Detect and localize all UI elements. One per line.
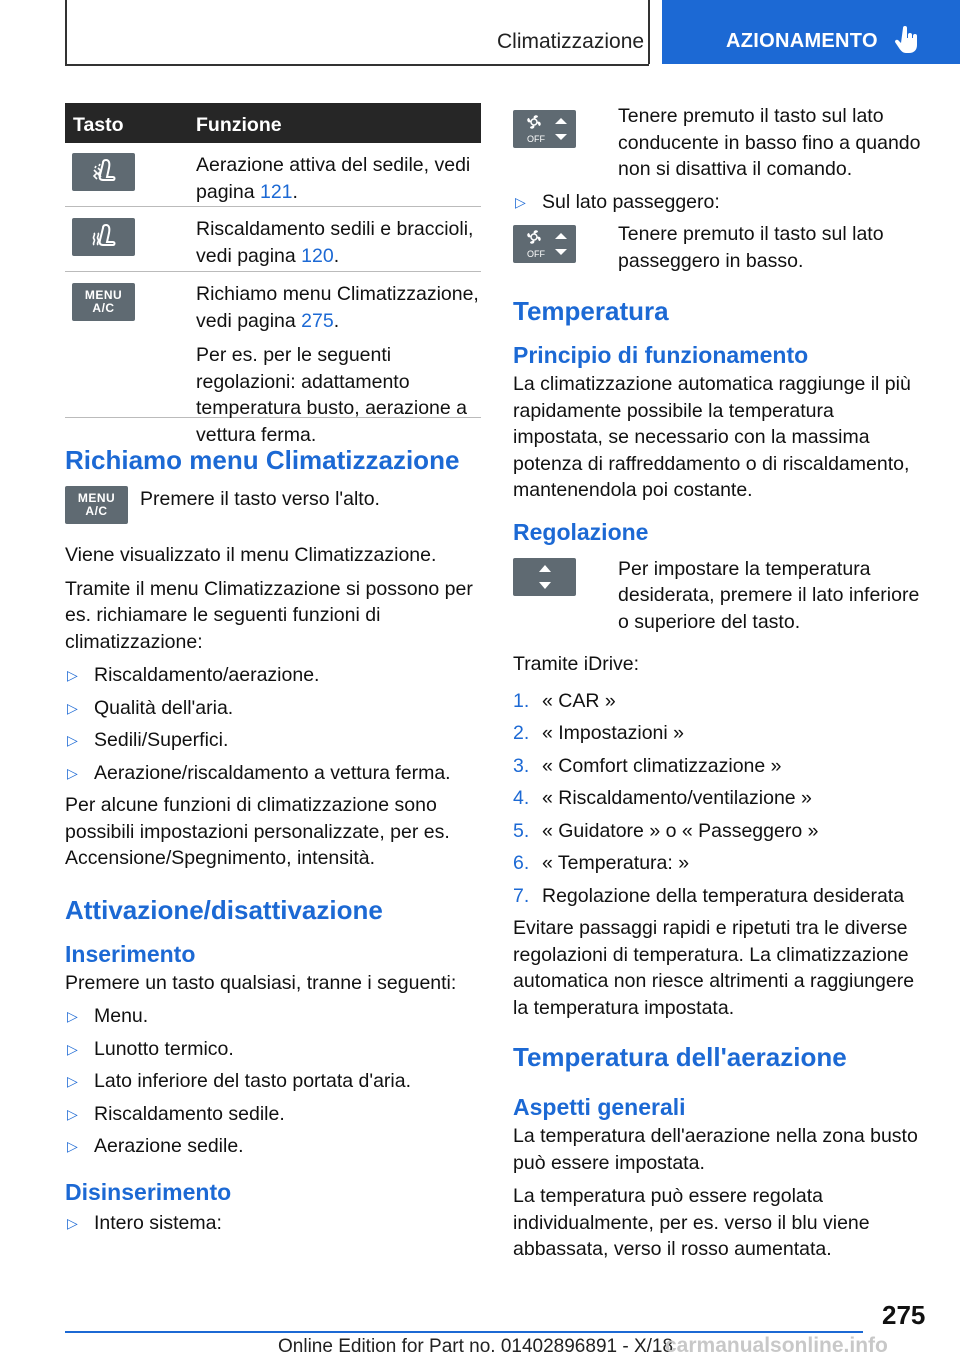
menu-ac-icon: MENU bbox=[84, 288, 123, 302]
watermark-logo: carmanualsonline.info bbox=[665, 1334, 888, 1357]
table-cell-function bbox=[196, 281, 481, 448]
row-text: Aerazione attiva del sedile, vedi pagina bbox=[196, 154, 471, 203]
heading-adjust: Regolazione bbox=[513, 518, 649, 545]
row-text: Richiamo menu Climatizzazione, vedi pagina bbox=[196, 283, 479, 332]
paragraph: Premere un tasto qualsiasi, tranne i seguenti: bbox=[65, 971, 457, 994]
list-item: ▷ Intero sistema: bbox=[65, 1210, 481, 1237]
step-number: 1. bbox=[513, 689, 530, 712]
driver-off-instruction bbox=[513, 103, 927, 183]
list-item bbox=[513, 850, 927, 877]
off-label: OFF bbox=[526, 249, 545, 259]
heading-temperature: Temperatura bbox=[513, 296, 669, 326]
fan-off-icon bbox=[517, 112, 573, 146]
fan-off-icon bbox=[517, 227, 573, 261]
list-item: ▷ Sedili/Superfici. bbox=[65, 727, 481, 754]
paragraph: La temperatura dell'aerazione nella zona busto può essere impostata. bbox=[513, 1125, 918, 1174]
footer-edition: Online Edition for Part no. 01402896891 - X/18 bbox=[278, 1336, 674, 1357]
table-header bbox=[65, 103, 481, 143]
temperature-rocker-button bbox=[513, 558, 576, 596]
heading-menu: Richiamo menu Climatizzazione bbox=[65, 445, 460, 475]
list-item: ▷ Riscaldamento sedile. bbox=[65, 1101, 481, 1128]
list-item: ▷ Riscaldamento/aerazione. bbox=[65, 662, 481, 689]
list-item bbox=[513, 753, 927, 780]
page-number: 275 bbox=[882, 1300, 926, 1330]
passenger-off-instruction bbox=[513, 221, 927, 279]
right-column bbox=[513, 103, 927, 1270]
table-col-key: Tasto bbox=[73, 114, 124, 136]
step-number: 7. bbox=[513, 884, 530, 907]
step-text: « Impostazioni » bbox=[542, 722, 684, 744]
page-link[interactable]: 121 bbox=[259, 180, 293, 203]
list-item bbox=[513, 818, 927, 845]
header-rule-right bbox=[648, 0, 650, 64]
paragraph: Per alcune funzioni di climatizzazione sono possibili impostazioni personalizzate, per es. Accensione/Spegnimento, intensità. bbox=[65, 794, 450, 869]
step-number: 5. bbox=[513, 819, 530, 842]
seat-ventilation-icon bbox=[89, 156, 119, 188]
header-chapter-tab[interactable] bbox=[662, 0, 960, 64]
header-chapter-label: AZIONAMENTO bbox=[726, 30, 878, 52]
row-suffix: . bbox=[292, 180, 298, 203]
heading-general: Aspetti generali bbox=[513, 1094, 686, 1120]
menu-ac-icon: MENU bbox=[77, 491, 116, 505]
menu-ac-button bbox=[72, 283, 135, 321]
paragraph: Tramite iDrive: bbox=[513, 653, 640, 675]
menu-ac-icon-line2: A/C bbox=[85, 504, 108, 518]
step-number: 3. bbox=[513, 754, 530, 777]
heading-onoff: Attivazione/disattivazione bbox=[65, 894, 383, 925]
paragraph: Tramite il menu Climatizzazione si possono per es. richiamare le seguenti funzioni di climatizzazione: bbox=[65, 577, 473, 653]
list-item: ▷ Aerazione sedile. bbox=[65, 1133, 481, 1160]
list-item bbox=[513, 720, 927, 747]
paragraph: La temperatura può essere regolata individualmente, per es. verso il blu viene abbassata, verso il rosso aumentata. bbox=[513, 1185, 870, 1260]
heading-on: Inserimento bbox=[65, 940, 196, 967]
row-suffix: . bbox=[333, 244, 340, 267]
menu-ac-icon-line2: A/C bbox=[92, 301, 115, 315]
seat-ventilation-button bbox=[72, 153, 135, 191]
passenger-off-text: Tenere premuto il tasto sul lato passeggero in basso. bbox=[618, 223, 884, 272]
adjust-text: Per impostare la temperatura desiderata, premere il lato inferiore o superiore del tasto. bbox=[618, 557, 920, 633]
table-row bbox=[65, 272, 481, 446]
driver-off-text: Tenere premuto il tasto sul lato conducente in basso fino a quando non si disattiva il comando. bbox=[618, 105, 921, 180]
adjust-instruction bbox=[513, 556, 927, 636]
row-text: Riscaldamento sedili e braccioli, vedi pagina bbox=[196, 218, 474, 267]
step-text: « CAR » bbox=[542, 689, 616, 712]
paragraph: Evitare passaggi rapidi e ripetuti tra le diverse regolazioni di temperatura. La climatizzazione automatica non riesce altrimenti a raggiungere la temperatura impostata. bbox=[513, 917, 915, 1019]
step-number: 2. bbox=[513, 722, 530, 744]
left-column bbox=[65, 103, 481, 1242]
paragraph: La climatizzazione automatica raggiunge il più rapidamente possibile la temperatura impostata, se necessario con la massima potenza di raffreddamento o di riscaldamento, mantenendola poi costante. bbox=[513, 373, 911, 501]
menu-press-text: Premere il tasto verso l'alto. bbox=[140, 488, 380, 510]
step-text: « Riscaldamento/ventilazione » bbox=[542, 787, 812, 809]
table-row bbox=[65, 207, 481, 272]
table-cell-function bbox=[196, 216, 481, 269]
menu-ac-button bbox=[65, 486, 128, 524]
row-suffix: . bbox=[333, 309, 340, 332]
paragraph: Viene visualizzato il menu Climatizzazione. bbox=[65, 544, 437, 566]
footer-rule bbox=[65, 1331, 863, 1333]
seat-heating-icon bbox=[89, 221, 119, 253]
step-number: 6. bbox=[513, 852, 530, 874]
fan-off-button bbox=[513, 225, 576, 263]
list-item bbox=[513, 883, 927, 910]
page-link[interactable]: 120 bbox=[301, 244, 334, 267]
heading-off: Disinserimento bbox=[65, 1178, 232, 1205]
step-text: « Comfort climatizzazione » bbox=[542, 754, 782, 777]
header-rule-bottom bbox=[65, 64, 649, 66]
header-section-title: Climatizzazione bbox=[497, 30, 645, 53]
table-cell-function bbox=[196, 152, 481, 205]
list-item bbox=[513, 785, 927, 812]
table-row bbox=[65, 143, 481, 207]
step-text: « Temperatura: » bbox=[542, 852, 690, 874]
fan-off-button bbox=[513, 110, 576, 148]
seat-heating-button bbox=[72, 218, 135, 256]
step-number: 4. bbox=[513, 787, 530, 809]
off-label: OFF bbox=[526, 134, 545, 144]
step-text: « Guidatore » o « Passeggero » bbox=[542, 819, 819, 842]
list-item bbox=[513, 688, 927, 715]
list-item: ▷ Aerazione/riscaldamento a vettura ferma. bbox=[65, 760, 481, 787]
list-item: ▷ Sul lato passeggero: bbox=[513, 189, 927, 216]
table-col-function: Funzione bbox=[196, 114, 282, 136]
list-item: ▷ Lato inferiore del tasto portata d'aria. bbox=[65, 1068, 481, 1095]
list-item: ▷ Lunotto termico. bbox=[65, 1036, 481, 1063]
list-item: ▷ Menu. bbox=[65, 1003, 481, 1030]
pointing-hand-icon bbox=[894, 26, 920, 54]
header-rule-left bbox=[65, 0, 67, 64]
up-down-arrows-icon bbox=[535, 562, 555, 592]
page-link[interactable]: 275 bbox=[301, 309, 334, 332]
heading-principle: Principio di funzionamento bbox=[513, 342, 809, 368]
step-text: Regolazione della temperatura desiderata bbox=[542, 884, 905, 907]
heading-vent-temperature: Temperatura dell'aerazione bbox=[513, 1042, 847, 1072]
list-item: ▷ Qualità dell'aria. bbox=[65, 695, 481, 722]
row-extra-text: Per es. per le seguenti regolazioni: adattamento temperatura busto, aerazione a vettura ferma. bbox=[196, 344, 468, 446]
menu-press-instruction bbox=[65, 486, 481, 538]
